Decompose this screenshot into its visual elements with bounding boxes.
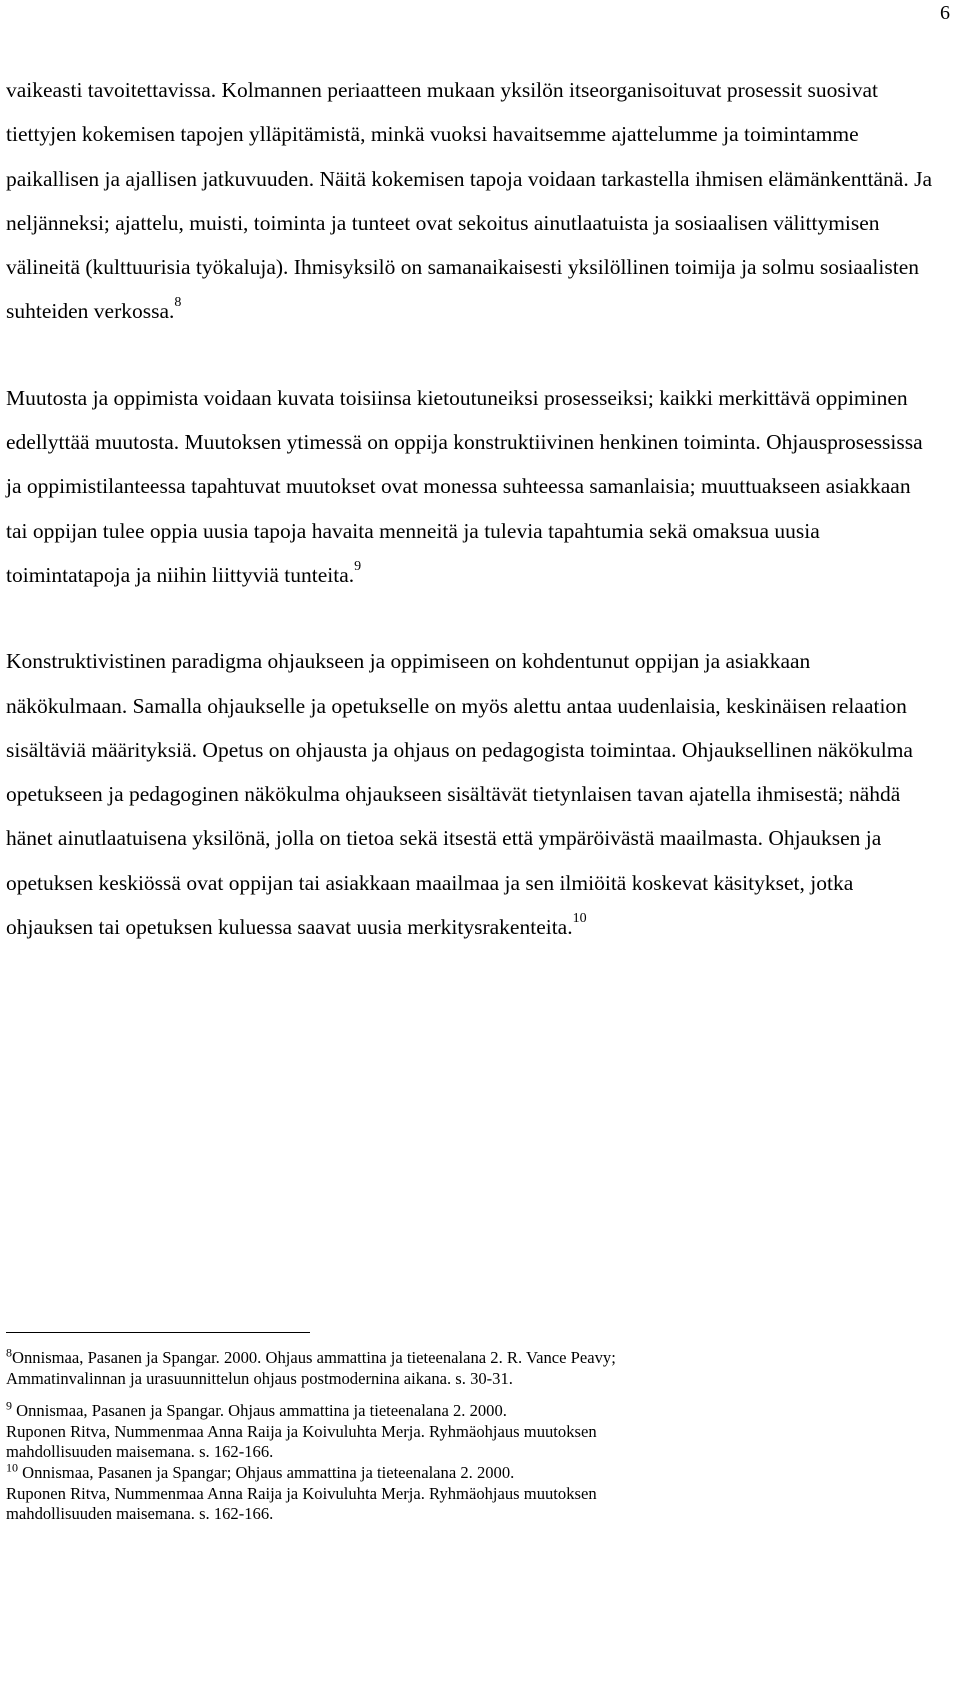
footnote-line: Ruponen Ritva, Nummenmaa Anna Raija ja Koivuluhta Merja. Ryhmäohjaus muutoksen: [6, 1483, 597, 1503]
paragraph: [6, 68, 936, 334]
footnote: [6, 1345, 936, 1389]
footnote-line: Ruponen Ritva, Nummenmaa Anna Raija ja Koivuluhta Merja. Ryhmäohjaus muutoksen: [6, 1421, 597, 1441]
paragraph: [6, 639, 936, 949]
footnote-line: mahdollisuuden maisemana. s. 162-166.: [6, 1442, 274, 1462]
body-text: [6, 68, 936, 949]
paragraph: [6, 376, 936, 597]
footnote-line: Onnismaa, Pasanen ja Spangar. 2000. Ohjaus ammattina ja tieteenalana 2. R. Vance Peavy;: [12, 1348, 616, 1367]
footnote-reference[interactable]: 9: [354, 558, 362, 574]
footnotes: [6, 1345, 936, 1525]
paragraph-text: Konstruktivistinen paradigma ohjaukseen ja oppimiseen on kohdentunut oppijan ja asiakkaan näkökulmaan. Samalla ohjaukselle ja opetukselle on myös alettu antaa uudenlaisia, keskinäisen relaation sisältäviä määrityksiä. Opetus on ohjausta ja ohjaus on pedagogista toimintaa. Ohjauksellinen näkökulma opetukseen ja pedagoginen näkökulma ohjaukseen sisältävät tietynlaisen tavan ajatella ihmisestä; nähdä hänet ainutlaatuisena yksilönä, jolla on tietoa sekä itsestä että ympäröivästä maailmasta. Ohjauksen ja opetuksen keskiössä ovat oppijan tai asiakkaan maailmaa ja sen ilmiöitä koskevat käsitykset, jotka ohjauksen tai opetuksen kuluessa saavat uusia merkitysrakenteita.: [6, 649, 913, 940]
footnote-mark: 10: [6, 1460, 18, 1475]
paragraph-text: vaikeasti tavoitettavissa. Kolmannen periaatteen mukaan yksilön itseorganisoituvat prosessit suosivat tiettyjen kokemisen tapojen ylläpitämistä, minkä vuoksi havaitsemme ajattelumme ja toimintamme paikallisen ja ajallisen jatkuvuuden. Näitä kokemisen tapoja voidaan tarkastella ihmisen elämänkenttänä. Ja neljänneksi; ajattelu, muisti, toiminta ja tunteet ovat sekoitus ainutlaatuista ja sosiaalisen välittymisen välineitä (kulttuurisia työkaluja). Ihmisyksilö on samanaikaisesti yksilöllinen toimija ja solmu sosiaalisten suhteiden verkossa.: [6, 78, 932, 324]
footnote: [6, 1398, 936, 1463]
footnote: [6, 1460, 936, 1525]
footnote-line: Ammatinvalinnan ja urasuunnittelun ohjaus postmodernina aikana. s. 30-31.: [6, 1368, 513, 1388]
footnote-divider: [6, 1332, 310, 1333]
footnote-line: Onnismaa, Pasanen ja Spangar; Ohjaus ammattina ja tieteenalana 2. 2000.: [18, 1462, 515, 1482]
footnote-reference[interactable]: 8: [174, 295, 182, 311]
footnote-mark: 8: [6, 1345, 12, 1360]
page-number: 6: [940, 2, 950, 24]
footnote-reference[interactable]: 10: [572, 910, 587, 926]
paragraph-text: Muutosta ja oppimista voidaan kuvata toisiinsa kietoutuneiksi prosesseiksi; kaikki merkittävä oppiminen edellyttää muutosta. Muutoksen ytimessä on oppija konstruktiivinen henkinen toiminta. Ohjausprosessissa ja oppimistilanteessa tapahtuvat muutokset ovat monessa suhteessa samanlaisia; muuttuakseen asiakkaan tai oppijan tulee oppia uusia tapoja havaita menneitä ja tulevia tapahtumia sekä omaksua uusia toimintatapoja ja niihin liittyviä tunteita.: [6, 385, 923, 587]
footnote-line: mahdollisuuden maisemana. s. 162-166.: [6, 1504, 274, 1524]
footnote-line: Onnismaa, Pasanen ja Spangar. Ohjaus ammattina ja tieteenalana 2. 2000.: [12, 1401, 507, 1421]
footnote-mark: 9: [6, 1398, 12, 1413]
